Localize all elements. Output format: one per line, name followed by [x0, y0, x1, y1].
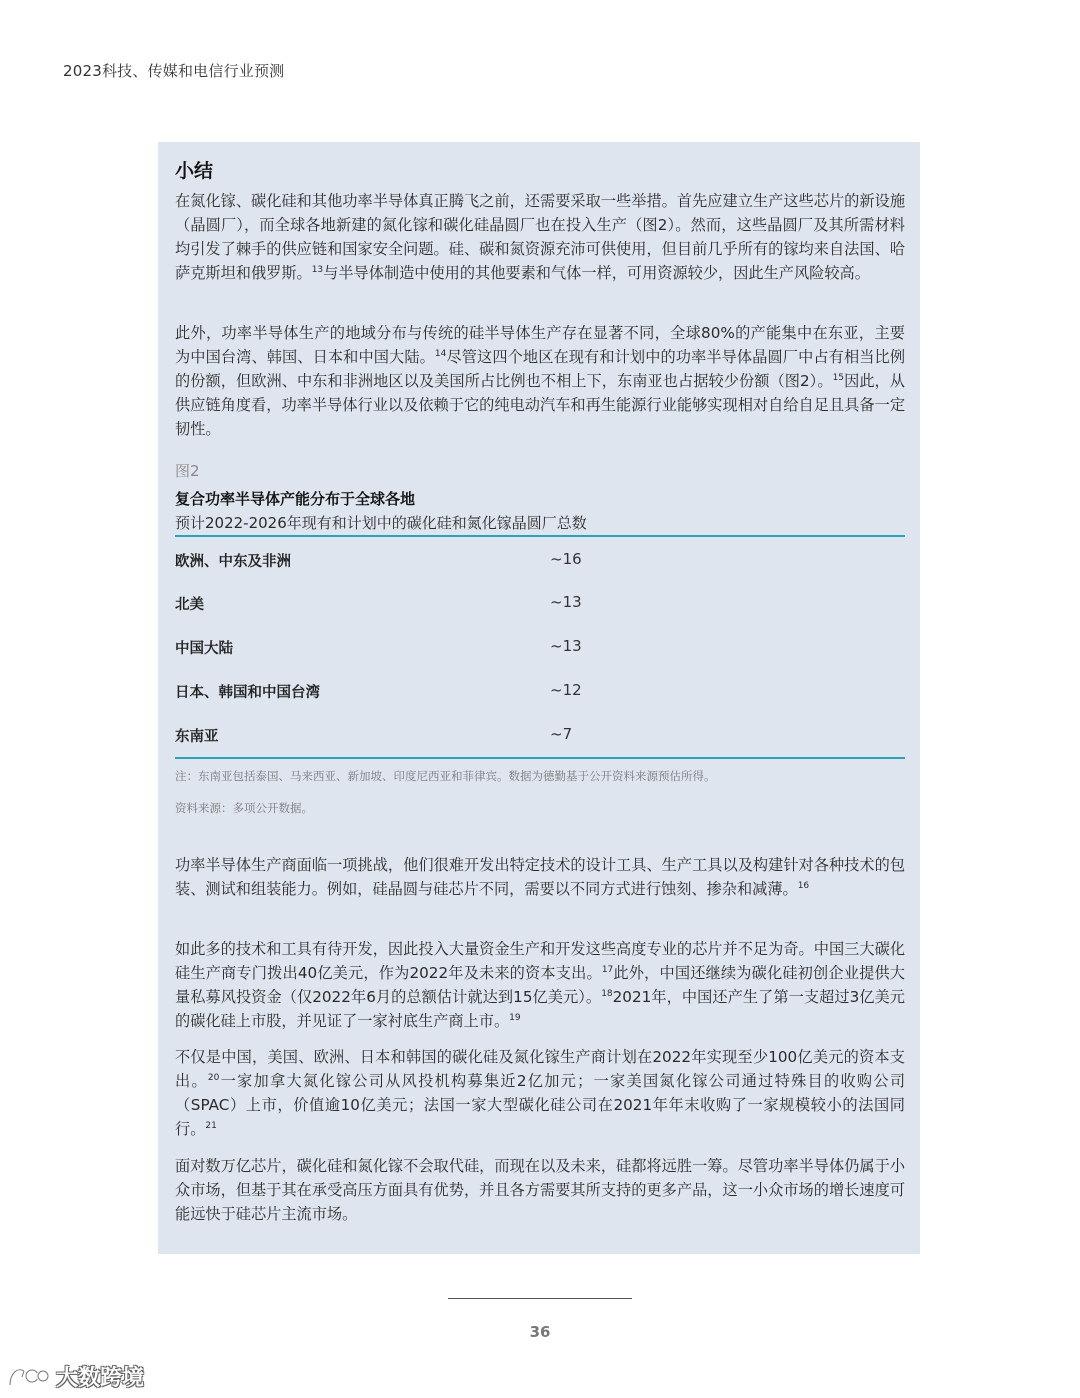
- paragraph-2: [175, 321, 905, 441]
- figure-source: 资料来源：多项公开数据。: [175, 801, 313, 815]
- watermark-logo-icon: [6, 1363, 50, 1389]
- table-row: [175, 637, 905, 661]
- figure-title: 复合功率半导体产能分布于全球各地: [175, 490, 416, 508]
- paragraph-4: [175, 937, 905, 1033]
- paragraph-4-text-1: 如此多的技术和工具有待开发，因此投入大量资金生产和开发这些高度专业的芯片并不足为奇。中国三大碳化硅生产商专门拨出40亿美元，作为2022年及未来的资本支出。: [175, 940, 905, 982]
- region-label: 欧洲、中东及非洲: [175, 554, 291, 570]
- paragraph-3: [175, 853, 905, 901]
- footnote-ref-13: 13: [311, 264, 324, 275]
- fab-count: ~13: [550, 637, 582, 655]
- paragraph-2-text-2: 尽管这四个地区在现有和计划中的功率半导体晶圆厂中占有相当比例的份额，但欧洲、中东和非洲地区以及美国所占比例也不相上下，东南亚也占据较少份额（图2）。: [175, 348, 906, 390]
- paragraph-5: [175, 1045, 905, 1141]
- paragraph-4-text-2: 此外，中国还继续为碳化硅初创企业提供大量私募风投资金（仅2022年6月的总额估计就达到15亿美元）。: [175, 964, 905, 1006]
- paragraph-5-text-2: 一家加拿大氮化镓公司从风投机构募集近2亿加元；一家美国氮化镓公司通过特殊目的收购公司（SPAC）上市，价值逾10亿美元；法国一家大型碳化硅公司在2021年年末收购了一家规模较小的法国同行。: [175, 1072, 906, 1138]
- paragraph-3-text-1: 功率半导体生产商面临一项挑战，他们很难开发出特定技术的设计工具、生产工具以及构建针对各种技术的包装、测试和组装能力。例如，硅晶圆与硅芯片不同，需要以不同方式进行蚀刻、掺杂和减薄。: [175, 856, 905, 898]
- table-row: [175, 593, 905, 617]
- paragraph-1-text-2: 与半导体制造中使用的其他要素和气体一样，可用资源较少，因此生产风险较高。: [323, 264, 870, 282]
- footnote-ref-21: 21: [205, 1120, 217, 1131]
- region-label: 日本、韩国和中国台湾: [175, 685, 320, 701]
- paragraph-4-text-3: 2021年，中国还产生了第一支超过3亿美元的碳化硅上市股，并见证了一家衬底生产商上市。: [175, 988, 905, 1030]
- paragraph-1: [175, 189, 905, 285]
- footnote-ref-17: 17: [601, 964, 614, 975]
- footnote-ref-20: 20: [207, 1072, 220, 1083]
- footnote-ref-16: 16: [797, 880, 810, 891]
- section-title: 小结: [175, 160, 214, 182]
- figure-note: 注：东南亚包括泰国、马来西亚、新加坡、印度尼西亚和菲律宾。数据为德勤基于公开资料来源预估所得。: [175, 769, 716, 783]
- region-label: 北美: [175, 597, 204, 613]
- paragraph-2-text-1: 此外，功率半导体生产的地域分布与传统的硅半导体生产存在显著不同，全球80%的产能集中在东亚，主要为中国台湾、韩国、日本和中国大陆。: [175, 324, 905, 366]
- page-number: 36: [529, 1323, 551, 1341]
- figure-label: 图2: [175, 462, 200, 480]
- fab-count: ~7: [550, 725, 573, 743]
- table-row: [175, 681, 905, 705]
- paragraph-6: [175, 1154, 905, 1226]
- fab-count: ~16: [550, 550, 582, 568]
- footnote-ref-18: 18: [601, 988, 613, 999]
- figure-table: [175, 535, 905, 759]
- fab-count: ~13: [550, 593, 582, 611]
- paragraph-2-text-3: 因此，从供应链角度看，功率半导体行业以及依赖于它的纯电动汽车和再生能源行业能够实现相对自给自足且具备一定韧性。: [175, 372, 905, 438]
- watermark-text: 大数跨境: [56, 1365, 145, 1391]
- table-row: [175, 725, 905, 749]
- region-label: 东南亚: [175, 729, 219, 745]
- figure-subtitle: 预计2022-2026年现有和计划中的碳化硅和氮化镓晶圆厂总数: [175, 514, 587, 532]
- running-header: 2023科技、传媒和电信行业预测: [63, 62, 285, 80]
- paragraph-1-text-1: 在氮化镓、碳化硅和其他功率半导体真正腾飞之前，还需要采取一些举措。首先应建立生产这些芯片的新设施（晶圆厂），而全球各地新建的氮化镓和碳化硅晶圆厂也在投入生产（图2）。然而，这些晶圆厂及其所需材料均引发了棘手的供应链和国家安全问题。硅、碳和氮资源充沛可供使用，但目前几乎所有的镓均来自法国、哈萨克斯坦和俄罗斯。: [175, 192, 905, 282]
- watermark: [6, 1360, 144, 1392]
- paragraph-5-text-1: 不仅是中国，美国、欧洲、日本和韩国的碳化硅及氮化镓生产商计划在2022年实现至少100亿美元的资本支出。: [175, 1048, 905, 1090]
- table-row: [175, 550, 905, 574]
- footnote-ref-15: 15: [832, 372, 845, 383]
- paragraph-6-text-1: 面对数万亿芯片，碳化硅和氮化镓不会取代硅，而现在以及未来，硅都将远胜一筹。尽管功率半导体仍属于小众市场，但基于其在承受高压方面具有优势，并且各方需要其所支持的更多产品，这一小众市场的增长速度可能远快于硅芯片主流市场。: [175, 1157, 905, 1223]
- region-label: 中国大陆: [175, 641, 233, 657]
- summary-panel: [158, 142, 920, 1254]
- footnote-ref-19: 19: [509, 1012, 521, 1023]
- footer-divider: [448, 1298, 632, 1299]
- footnote-ref-14: 14: [434, 348, 447, 359]
- fab-count: ~12: [550, 681, 582, 699]
